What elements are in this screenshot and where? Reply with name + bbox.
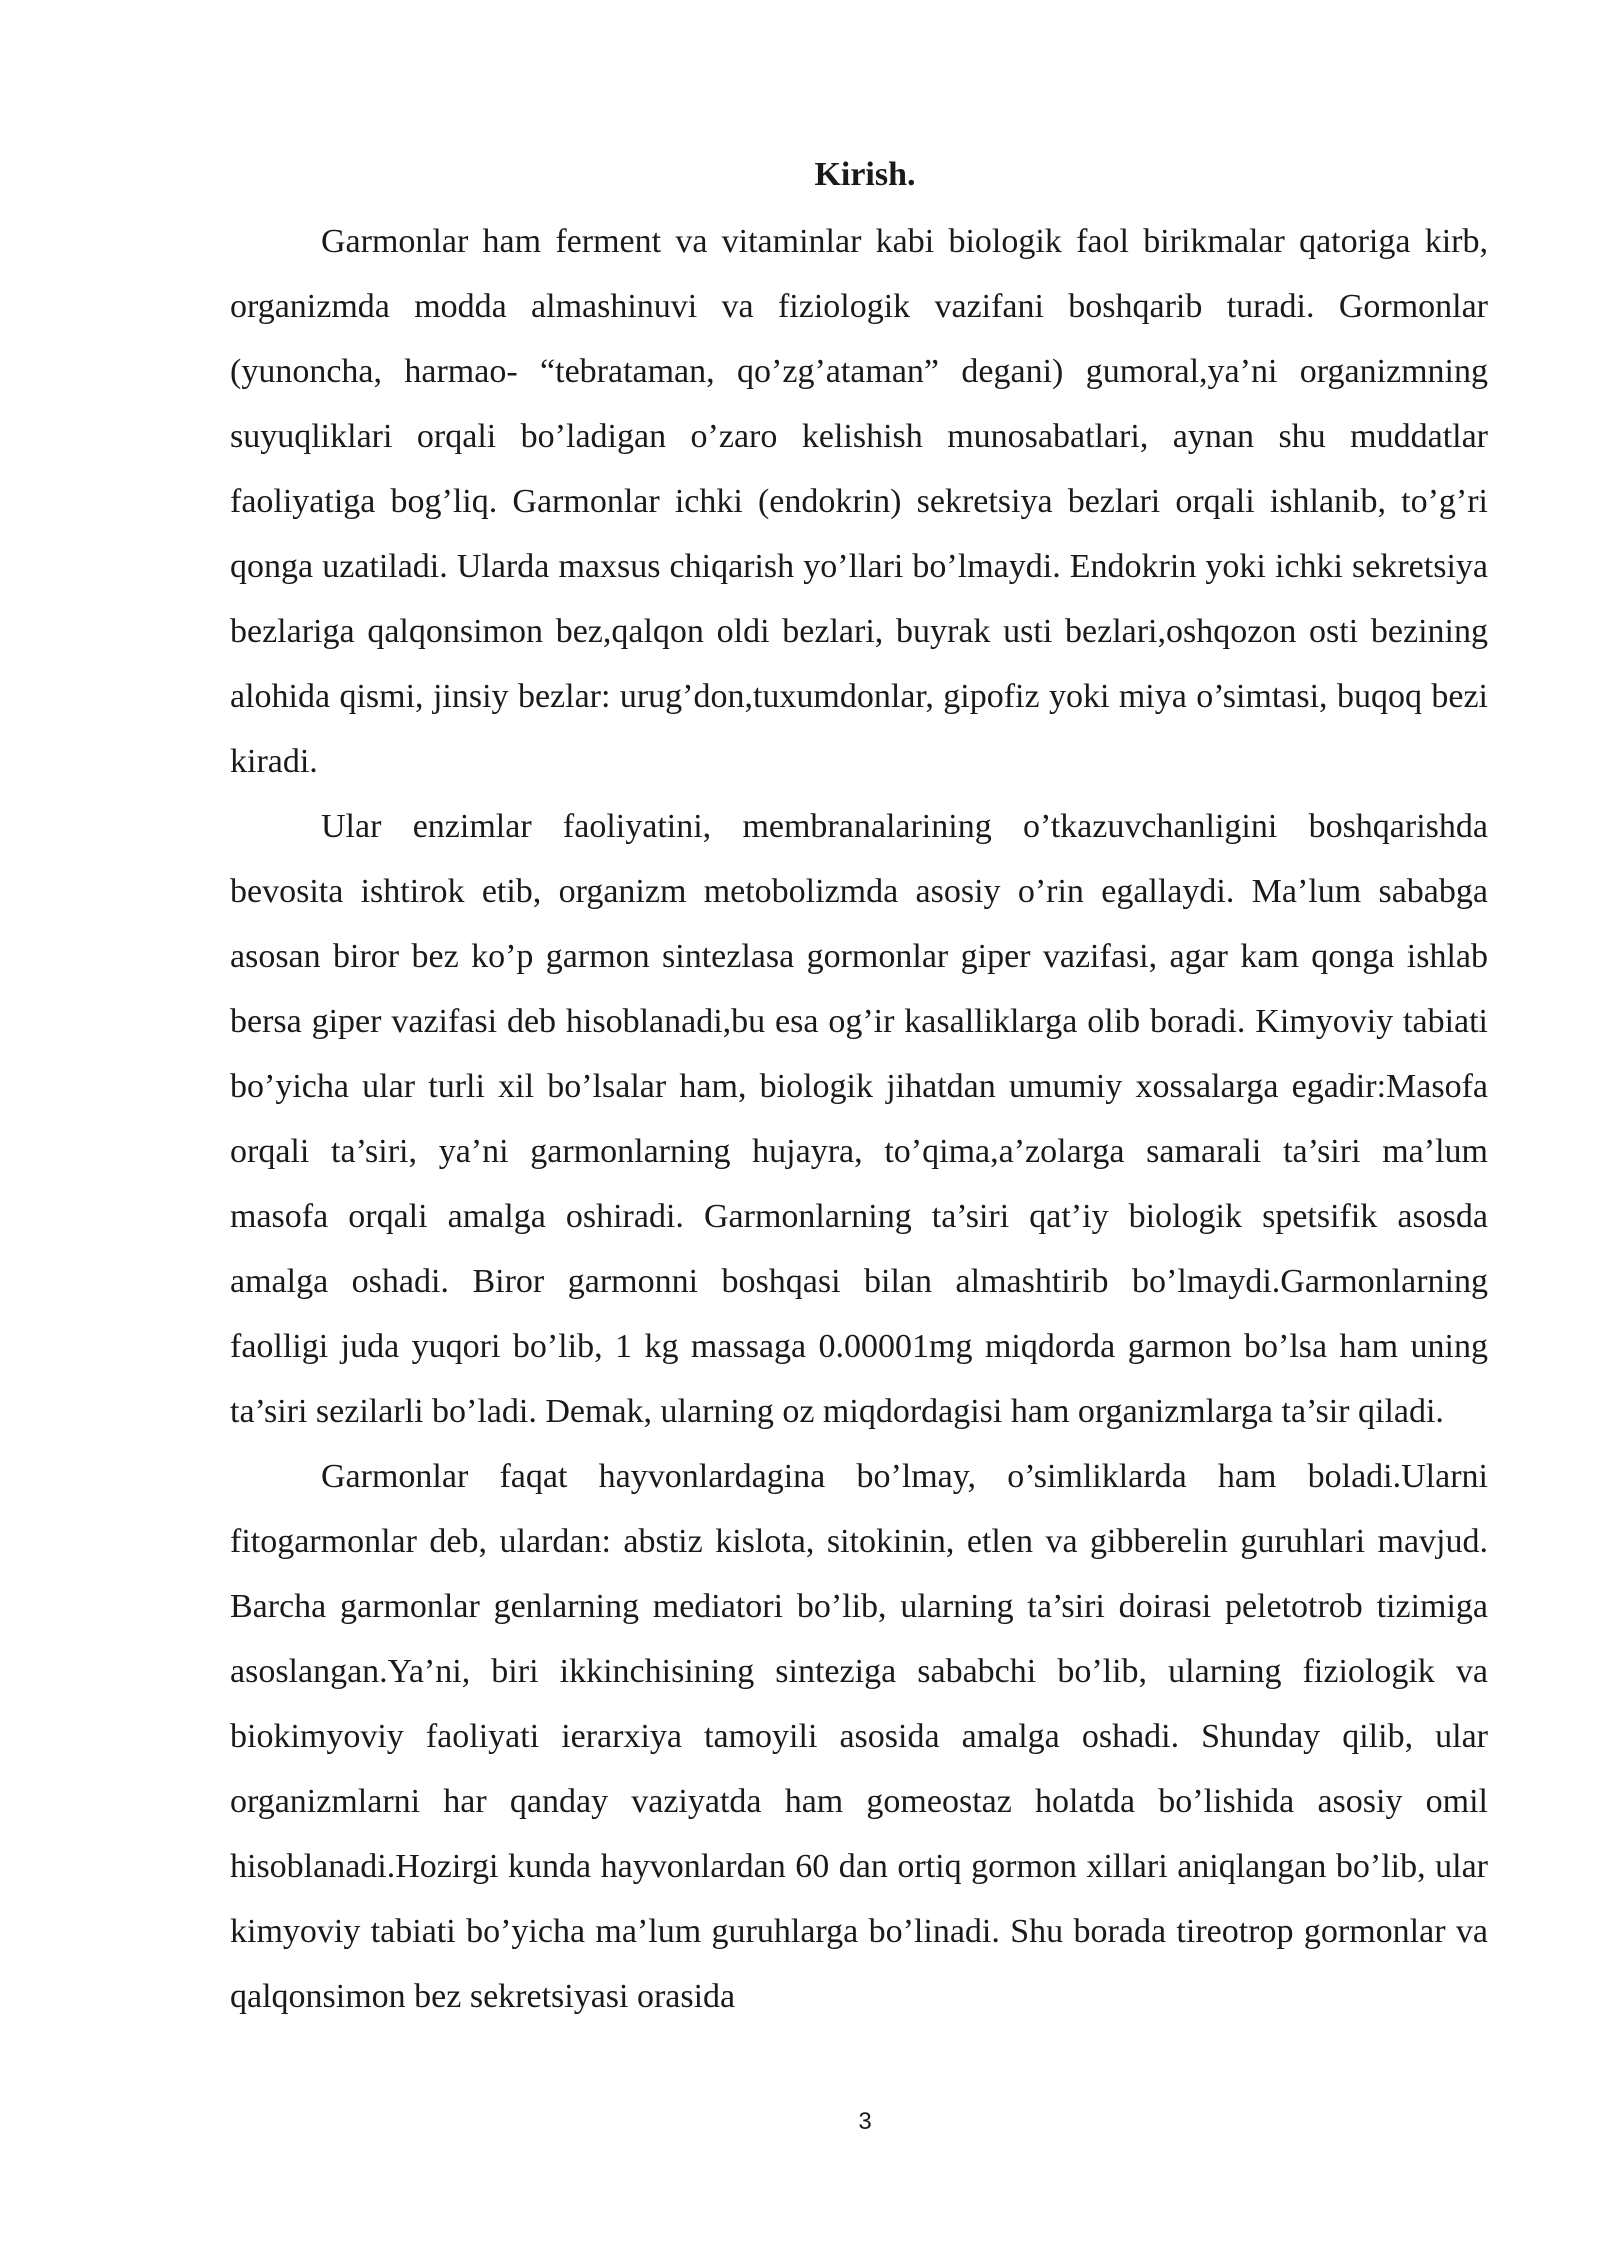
page-title: Kirish. [814, 156, 916, 193]
paragraph-1: Garmonlar ham ferment va vitaminlar kabi biologik faol birikmalar qatoriga kirb, organizmda modda almashinuvi va fiziologik vazifani boshqarib turadi. Gormonlar (yunoncha, harmao- “tebrataman, qo’zg’ataman” degani) gumoral,ya’ni organizmning suyuqliklari orqali bo’ladigan o’zaro kelishish munosabatlari, aynan shu muddatlar faoliyatiga bog’liq. Garmonlar ichki (endokrin) sekretsiya bezlari orqali ishlanib, to’g’ri qonga uzatiladi. Ularda maxsus chiqarish yo’llari bo’lmaydi. Endokrin yoki ichki sekretsiya bezlariga qalqonsimon bez,qalqon oldi bezlari, buyrak usti bezlari,oshqozon osti bezining alohida qismi, jinsiy bezlar: urug’don,tuxumdonlar, gipofiz yoki miya o’simtasi, buqoq bezi kiradi. [230, 223, 1488, 780]
paragraph-3: Garmonlar faqat hayvonlardagina bo’lmay, o’simliklarda ham boladi.Ularni fitogarmonlar deb, ulardan: abstiz kislota, sitokinin, etlen va gibberelin guruhlari mavjud. Barcha garmonlar genlarning mediatori bo’lib, ularning ta’siri doirasi peletotrob tizimiga asoslangan.Ya’ni, biri ikkinchisining sinteziga sababchi bo’lib, ularning fiziologik va biokimyoviy faoliyati ierarxiya tamoyili asosida amalga oshadi. Shunday qilib, ular organizmlarni har qanday vaziyatda ham gomeostaz holatda bo’lishida asosiy omil hisoblanadi.Hozirgi kunda hayvonlardan 60 dan ortiq gormon xillari aniqlangan bo’lib, ular kimyoviy tabiati bo’yicha ma’lum guruhlarga bo’linadi. Shu borada tireotrop gormonlar va qalqonsimon bez sekretsiyasi orasida [230, 1458, 1488, 2015]
page-number: 3 [858, 2108, 872, 2135]
paragraph-2: Ular enzimlar faoliyatini, membranalarining o’tkazuvchanligini boshqarishda bevosita ishtirok etib, organizm metobolizmda asosiy o’rin egallaydi. Ma’lum sababga asosan biror bez ko’p garmon sintezlasa gormonlar giper vazifasi, agar kam qonga ishlab bersa giper vazifasi deb hisoblanadi,bu esa og’ir kasalliklarga olib boradi. Kimyoviy tabiati bo’yicha ular turli xil bo’lsalar ham, biologik jihatdan umumiy xossalarga egadir:Masofa orqali ta’siri, ya’ni garmonlarning hujayra, to’qima,a’zolarga samarali ta’siri ma’lum masofa orqali amalga oshiradi. Garmonlarning ta’siri qat’iy biologik spetsifik asosda amalga oshadi. Biror garmonni boshqasi bilan almashtirib bo’lmaydi.Garmonlarning faolligi juda yuqori bo’lib, 1 kg massaga 0.00001mg miqdorda garmon bo’lsa ham uning ta’siri sezilarli bo’ladi. Demak, ularning oz miqdordagisi ham organizmlarga ta’sir qiladi. [230, 808, 1488, 1430]
document-body [230, 209, 1488, 2029]
